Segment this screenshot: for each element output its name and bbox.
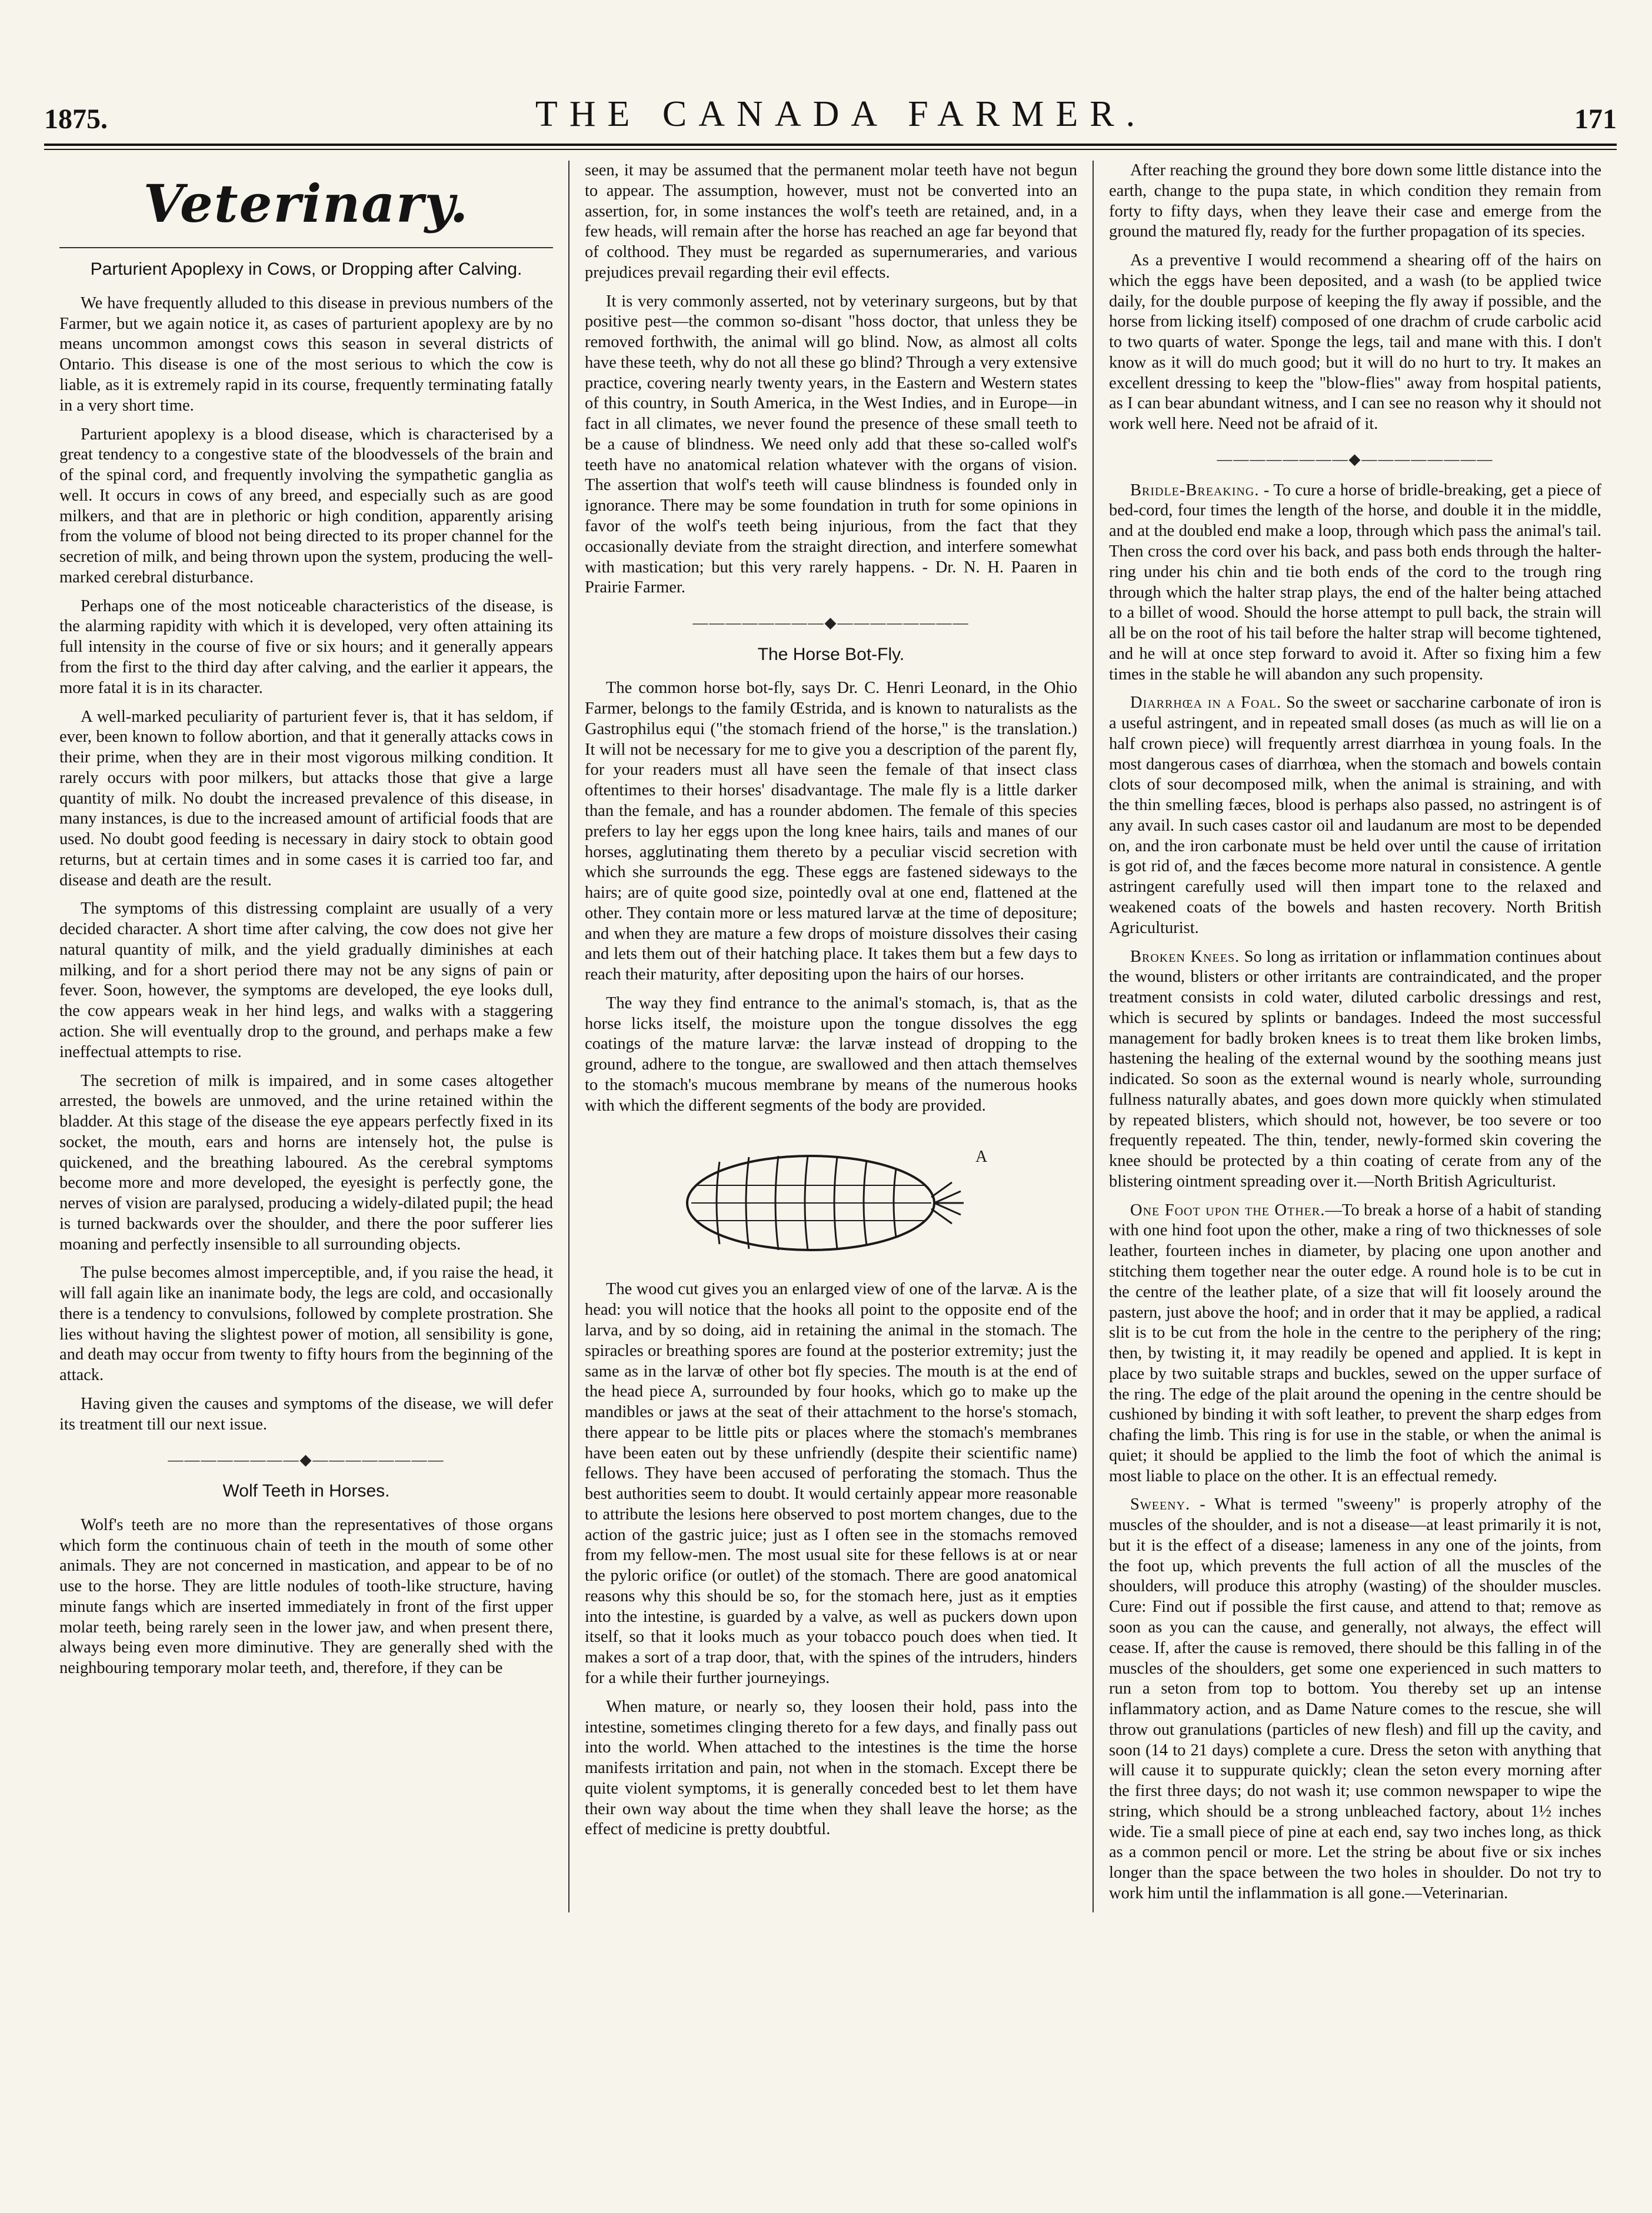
- larva-illustration: [655, 1127, 1008, 1268]
- page-number: 171: [1574, 104, 1617, 135]
- item-lead: Broken Knees.: [1130, 947, 1240, 966]
- newspaper-title: THE CANADA FARMER.: [535, 94, 1147, 134]
- item-text: - What is termed "sweeny" is properly atrophy of the muscles of the shoulder, and is not a disease—at least primarily it is not, but it is the effect of a disease; lameness in any one of the joints, from the foot up, which prevents the full action of all the muscles of the shoulders, will produce this atrophy (wasting) of the shoulder muscles. Cure: Find out if possible the first cause, and attend to that; remove as soon as you can the cause, and generally, not always, the effect will cease. If, after the cause is removed, there should be this falling in of the muscles of the shoulders, get some one experienced in such matters to run a seton from top to bottom. You thereby set up an intense inflammatory action, and as Dame Nature comes to the rescue, she will throw out granulations (particles of new flesh) and fill up the cavity, and soon (14 to 21 days) complete a cure. Dress the seton with anything that will cause it to suppurate quickly; clean the seton every morning after the first three days; do not wash it; use common newspaper to wipe the string, which should be a strong unbleached factory, about 1½ inches wide. Tie a small piece of pine at each end, say two inches long, as thick as a common pencil or more. Let the string be about five or six inches longer than the space between the two holes in shoulder. Do not try to work him until the inflammation is all gone.—Veterinarian.: [1109, 1495, 1601, 1902]
- paragraph: A well-marked peculiarity of parturient fever is, that it has seldom, if ever, been known to follow abortion, and that it generally attacks cows in their prime, when they are in their most vigorous milking condition. It rarely occurs with poor milkers, but attacks those that give a large quantity of milk. No doubt the increased prevalence of this disease, in many instances, is due to the increased amount of artificial foods that are used. No doubt good feeding is necessary in dairy stock to obtain good returns, but at certain times and in some cases it is carried too far, and disease and death are the result.: [59, 707, 553, 889]
- item-lead: Bridle-Breaking.: [1130, 481, 1260, 499]
- column-3: [1093, 161, 1617, 1912]
- item-paragraph: [1109, 481, 1601, 685]
- item-paragraph: [1109, 693, 1601, 938]
- paragraph: It is very commonly asserted, not by veterinary surgeons, but by that positive pest—the common so-disant "hoss doctor, that unless they be removed forthwith, the animal will go blind. Now, as almost all colts have these teeth, why do not all these go blind? Through a very extensive practice, covering nearly twenty years, in the Eastern and Western states of this country, in South America, in the West Indies, and in Europe—in fact in all climates, we never found the presence of these small teeth to be a cause of blindness. We need only add that these so-called wolf's teeth have no anatomical relation whatever with the organs of vision. The assertion that wolf's teeth will cause blindness is founded only in ignorance. There may be some foundation in truth for some opinions in favor of the wolf's teeth being injurious, from the fact that they occasionally deviate from the straight direction, and interfere somewhat with mastication; but this very rarely happens. - Dr. N. H. Paaren in Prairie Farmer.: [585, 292, 1077, 597]
- paragraph: We have frequently alluded to this disease in previous numbers of the Farmer, but we again notice it, as cases of parturient apoplexy are by no means uncommon amongst cows this season in several districts of Ontario. This disease is one of the most serious to which the cow is liable, as it is extremely rapid in its course, frequently terminating fatally in a very short time.: [59, 294, 553, 415]
- masthead-rule: [44, 144, 1617, 150]
- item-text: - To cure a horse of bridle-breaking, get a piece of bed-cord, four times the length of the horse, and double it in the middle, and at the doubled end make a loop, through which pass the animal's tail. Then cross the cord over his back, and pass both ends through the halter-ring under his chin and tie both ends of the cord to the trough ring through which the halter strap plays, the end of the halter being attached to a billet of wood. Should the horse attempt to pull back, the strain will all be on the root of his tail before the halter strap will become tightened, and he will at once step forward to avoid it. After so fixing him a few times in the stable he will abandon any such propensity.: [1109, 481, 1601, 684]
- paragraph: Wolf's teeth are no more than the representatives of those organs which form the continuous chain of teeth in the mouth of some other animals. They are not concerned in mastication, and appear to be of no use to the horse. They are little nodules of tooth-like structure, having minute fangs which are inserted immediately in front of the first upper molar teeth, being rarely seen in the lower jaw, and when present there, always being even more diminutive. They are generally shed with the neighbouring temporary molar teeth, and, therefore, if they can be: [59, 1515, 553, 1678]
- paragraph: seen, it may be assumed that the permanent molar teeth have not begun to appear. The assumption, however, must not be converted into an assertion, for, in some instances the wolf's teeth are retained, and, in a few heads, will remain after the horse has reached an age far beyond that of colthood. They must be regarded as supernumeraries, and various prejudices prevail regarding their evil effects.: [585, 161, 1077, 282]
- masthead: [44, 88, 1617, 135]
- item-lead: Sweeny.: [1130, 1495, 1191, 1514]
- item-lead: One Foot upon the Other.: [1130, 1201, 1325, 1219]
- item-paragraph: [1109, 947, 1601, 1192]
- item-lead: Diarrhœa in a Foal.: [1130, 694, 1282, 712]
- paragraph: Having given the causes and symptoms of the disease, we will defer its treatment till our next issue.: [59, 1395, 553, 1434]
- department-title: Veterinary.: [143, 173, 469, 234]
- issue-year: 1875.: [44, 104, 108, 135]
- paragraph: The secretion of milk is impaired, and in some cases altogether arrested, the bowels are unmoved, and the urine retained within the bladder. At this stage of the disease the eye appears perfectly fixed in its socket, the mouth, ears and horns are intensely hot, the pulse is quickened, and the breathing laboured. As the cerebral symptoms become more and more developed, the eyesight is perfectly gone, the nerves of vision are paralysed, producing a widely-dilated pupil; the head is turned backwards over the shoulder, and there the poor sufferer lies moaning and perfectly insensible to all surrounding objects.: [59, 1071, 553, 1254]
- item-text: So long as irritation or inflammation continues about the wound, blisters or other irritants are contraindicated, and the proper treatment consists in cold water, diluted carbolic dressings and rest, which is secured by splints or bandages. Indeed the most successful management for badly broken knees is to treat them like broken limbs, hastening the healing of the external wound by the soothing means just indicated. So soon as the external wound is nearly whole, surrounding fullness naturally abates, and goes down more quickly when stimulated by repeated blisters, which should not, however, be too severe or too frequently repeated. The thin, tender, newly-formed skin covering the knee should be protected by a thin coating of cerate from any of the blistering ointment spreading over it.—North British Agriculturist.: [1109, 947, 1601, 1191]
- figure-label-a: A: [975, 1148, 987, 1167]
- paragraph: After reaching the ground they bore down some little distance into the earth, change to the pupa state, in which condition they remain from forty to fifty days, when they leave their case and emerge from the ground the matured fly, ready for the further propagation of its species.: [1109, 161, 1601, 241]
- article-title-bot-fly: The Horse Bot-Fly.: [757, 644, 905, 664]
- item-paragraph: [1109, 1495, 1601, 1904]
- paragraph: Perhaps one of the most noticeable characteristics of the disease, is the alarming rapidity with which it is developed, very often attaining its full intensity in the course of five or six hours; and it generally appears from the first to the third day after calving, and the earlier it appears, the more fatal it is in its character.: [59, 596, 553, 697]
- paragraph: When mature, or nearly so, they loosen their hold, pass into the intestine, sometimes clinging thereto for a few days, and finally pass out into the world. When attached to the intestines is the time the horse manifests irritation and pain, not when in the stomach. Except there be quite violent symptoms, it is generally conceded best to let them have their own way about the time when they shall leave the horse; as the effect of medicine is pretty doubtful.: [585, 1697, 1077, 1839]
- paragraph: The symptoms of this distressing complaint are usually of a very decided character. A short time after calving, the cow does not give her natural quantity of milk, and the yield gradually diminishes at each milking, and for a short period there may not be any signs of pain or fever. Soon, however, the symptoms are developed, the eye looks dull, the cow appears weak in her hind legs, and walks with a staggering action. She will eventually drop to the ground, and perhaps make a few ineffectual attempts to rise.: [59, 899, 553, 1061]
- article-title-wolf-teeth: Wolf Teeth in Horses.: [222, 1481, 390, 1501]
- decorative-divider: ————————◆————————: [692, 614, 970, 632]
- decorative-divider: ————————◆————————: [1217, 450, 1494, 468]
- item-paragraph: [1109, 1201, 1601, 1487]
- bot-fly-larva-woodcut: [585, 1127, 1077, 1268]
- article-title-apoplexy: Parturient Apoplexy in Cows, or Dropping after Calving.: [90, 259, 522, 279]
- item-text: So the sweet or saccharine carbonate of iron is a useful astringent, and in repeated small doses (as much as will lie on a half crown piece) will frequently arrest diarrhœa in young foals. In the most dangerous cases of diarrhœa, when the stomach and bowels contain clots of sour decomposed milk, when the animal is straining, and with the thin smelling fæces, blood is perhaps also passed, no astringent is of any avail. In such cases castor oil and laudanum are most to be depended on, and the iron carbonate must be held over until the cause of irritation is got rid of, and the fæces become more natural in consistence. A gentle astringent carefully used will then impart tone to the relaxed and weakened coats of the bowels and hasten recovery. North British Agriculturist.: [1109, 694, 1601, 937]
- paragraph: As a preventive I would recommend a shearing off of the hairs on which the eggs have been deposited, and a wash (to be applied twice daily, for the double purpose of keeping the fly away if possible, and the horse from licking itself) composed of one drachm of crude carbolic acid to two quarts of water. Sponge the legs, tail and mane with this. I don't know as it will do much good; but it will do no hurt to try. It makes an excellent dressing to keep the "blow-flies" away from hospital patients, as I can bear abundant witness, and I can see no reason why it should not work well here. Need not be afraid of it.: [1109, 251, 1601, 434]
- item-text: —To break a horse of a habit of standing with one hind foot upon the other, make a ring of two thicknesses of sole leather, fourteen inches in diameter, by placing one upon another and stitching them together near the outer edge. A round hole is to be cut in the centre of the leather plate, of a size that will fit loosely around the pastern, just above the hoof; and in order that it may be applied, a radical slit is to be cut from the hole in the centre to the periphery of the ring; then, by twisting it, it may readily be opened and applied. It is kept in place by two suitable straps and buckles, sewed on the upper surface of the ring. The edge of the plait around the opening in the centre should be cushioned by binding it with soft leather, to prevent the sharp edges from chafing the limb. This ring is for use in the stable, or when the animal is quiet; it should be applied to the limb the foot of which the animal is most liable to place on the other. It is an effectual remedy.: [1109, 1201, 1601, 1485]
- column-2: [568, 161, 1093, 1912]
- column-1: [44, 161, 568, 1912]
- paragraph: Parturient apoplexy is a blood disease, which is characterised by a great tendency to a congestive state of the bloodvessels of the brain and of the spinal cord, and frequently involving the sympathetic ganglia as well. It occurs in cows of any breed, and especially such as are good milkers, and that are in plethoric or high condition, apparently arising from the volume of blood not being directed to its proper channel for the secretion of milk, and being thrown upon the system, producing the well-marked cerebral disturbance.: [59, 425, 553, 586]
- decorative-divider: ————————◆————————: [168, 1451, 445, 1468]
- section-rule: [59, 247, 553, 248]
- paragraph: The pulse becomes almost imperceptible, and, if you raise the head, it will fall again like an inanimate body, the legs are cold, and occasionally there is a tendency to convulsions, followed by complete prostration. She lies without having the slightest power of motion, all sensibility is gone, and death may occur from twenty to fifty hours from the beginning of the attack.: [59, 1264, 553, 1385]
- paragraph: The common horse bot-fly, says Dr. C. Henri Leonard, in the Ohio Farmer, belongs to the family Œstrida, and is known to naturalists as the Gastrophilus equi ("the stomach friend of the horse," is the translation.) It will not be necessary for me to give you a description of the parent fly, for your readers must all have seen the female of that insect class oftentimes to their horses' disadvantage. The male fly is a little darker than the female, and has a rounder abdomen. The female of this species prefers to lay her eggs upon the long knee hairs, tails and manes of our horses, agglutinating them thereto by a peculiar viscid secretion with which she surrounds the egg. These eggs are fastened sideways to the hairs; are of quite good size, pointedly oval at one end, flattened at the other. They contain more or less matured larvæ at the time of depositure; and when they are mature a few drops of moisture dissolves their casing and lets them out of their hatching place. It takes them but a few days to reach their maturity, after depositing upon the hairs of our horses.: [585, 679, 1077, 984]
- paragraph: The way they find entrance to the animal's stomach, is, that as the horse licks itself, the moisture upon the tongue dissolves the egg coatings of the mature larvæ: the larvæ instead of dropping to the ground, adhere to the tongue, are swallowed and then attach themselves to the stomach's mucous membrane by means of the numerous hooks with which the different segments of the body are provided.: [585, 994, 1077, 1115]
- paragraph: The wood cut gives you an enlarged view of one of the larvæ. A is the head: you will notice that the hooks all point to the opposite end of the larva, and by so doing, aid in retaining the animal in the stomach. The spiracles or breathing spores are found at the posterior extremity; just the same as in the larvæ of other bot fly species. The mouth is at the end of the head piece A, surrounded by four hooks, which go to make up the mandibles or jaws at the seat of their attachment to the horse's stomach, there appear to be little pits or places where the stomach's membranes have been eaten out by these unfriendly (despite their scientific name) fellows. They have been accused of perforating the stomach. Thus the best authorities seem to doubt. It would certainly appear more reasonable to attribute the lesions here observed to post mortem changes, due to the action of the gastric juice; just as I often see in the stomachs removed from my fellow-men. The most usual site for these fellows is at or near the pyloric orifice (or outlet) of the stomach. There are good anatomical reasons why this should be so, for the stomach here, just as it empties into the intestine, is guarded by a valve, as well as puckers down upon itself, so that it looks much as your tobacco pouch does when tied. It makes a sort of a trap door, that, with the spines of the intruders, hinders for a while their further journeyings.: [585, 1280, 1077, 1688]
- columns: [44, 161, 1617, 1912]
